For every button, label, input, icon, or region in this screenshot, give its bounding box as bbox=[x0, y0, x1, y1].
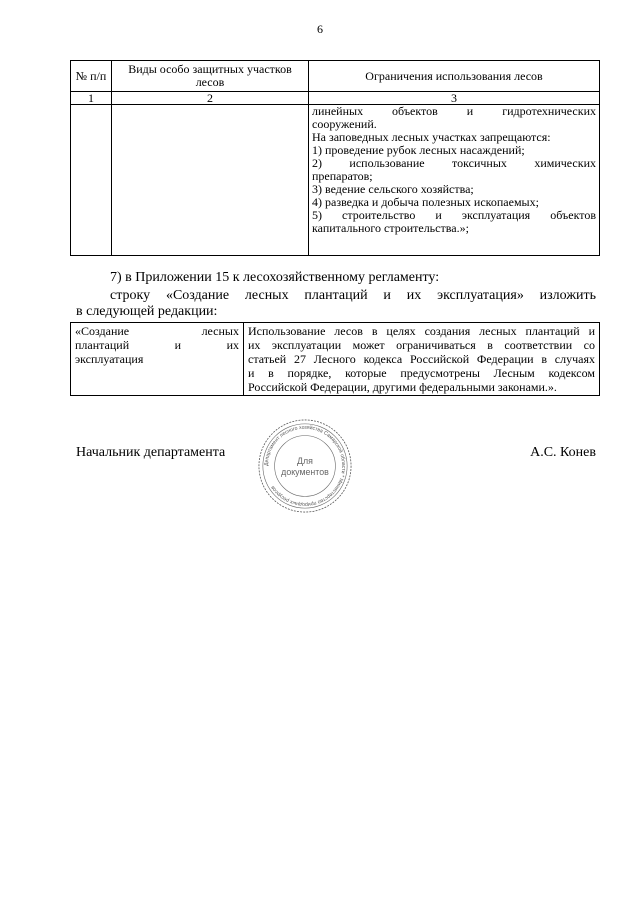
text-line: в следующей редакции: bbox=[76, 304, 218, 319]
text-line: плантаций и их bbox=[75, 338, 239, 352]
table-cell-empty bbox=[71, 105, 112, 256]
text-line: «Создание лесных bbox=[75, 324, 239, 338]
text-line: На заповедных лесных участках запрещаются: bbox=[312, 130, 551, 144]
text-line: 3) ведение сельского хозяйства; bbox=[312, 182, 474, 196]
header-types: Виды особо защитных участков лесов bbox=[112, 61, 309, 92]
restrictions-table bbox=[70, 60, 600, 256]
paragraph-item-7: 7) в Приложении 15 к лесохозяйственному регламенту: bbox=[110, 270, 440, 285]
restrictions-cell bbox=[309, 105, 600, 256]
text-line: и в порядке, которые предусмотрены Лесным кодексом bbox=[248, 366, 595, 380]
header-num: № п/п bbox=[71, 61, 112, 92]
text-line: препаратов; bbox=[312, 169, 373, 183]
table-header-row bbox=[71, 61, 600, 92]
replacement-table bbox=[70, 322, 600, 396]
column-number-row bbox=[71, 92, 600, 105]
row-name-cell bbox=[71, 323, 244, 396]
text-line: строку «Создание лесных плантаций и их эксплуатация» изложить bbox=[110, 288, 596, 303]
page-number: 6 bbox=[317, 22, 323, 36]
text-line: 4) разведка и добыча полезных ископаемых; bbox=[312, 195, 539, 209]
row-description-cell bbox=[244, 323, 600, 396]
text-line: линейных объектов и гидротехнических bbox=[312, 104, 596, 118]
text-line: Российской Федерации, другими федеральными законами.». bbox=[248, 380, 557, 394]
stamp-seal bbox=[256, 417, 354, 515]
stamp-center-text-2: документов bbox=[281, 466, 329, 477]
table-row bbox=[71, 323, 600, 396]
text-line: сооружений. bbox=[312, 117, 377, 131]
text-line: 2) использование токсичных химических bbox=[312, 156, 596, 170]
table-row bbox=[71, 105, 600, 256]
paragraph-instruction bbox=[76, 288, 596, 320]
column-number: 3 bbox=[309, 92, 600, 105]
text-line: статьей 27 Лесного кодекса Российской Федерации в случаях bbox=[248, 352, 595, 366]
column-number: 2 bbox=[112, 92, 309, 105]
text-line: эксплуатация bbox=[75, 352, 144, 366]
signature-name: А.С. Конев bbox=[530, 445, 596, 460]
header-restrictions: Ограничения использования лесов bbox=[309, 61, 600, 92]
stamp-center-text-1: Для bbox=[297, 456, 313, 467]
table-cell-empty bbox=[112, 105, 309, 256]
text-line: 5) строительство и эксплуатация объектов bbox=[312, 208, 596, 222]
text-line: 1) проведение рубок лесных насаждений; bbox=[312, 143, 525, 157]
text-line: капитального строительства.»; bbox=[312, 221, 469, 235]
stamp-ring-text: Департамент лесного хозяйства Самарской области * Министерство природных ресурсов bbox=[263, 424, 347, 508]
text-line: их эксплуатации может ограничиваться в соответствии со bbox=[248, 338, 595, 352]
column-number: 1 bbox=[71, 92, 112, 105]
text-line: Использование лесов в целях создания лесных плантаций и bbox=[248, 324, 595, 338]
signature-title: Начальник департамента bbox=[76, 445, 226, 460]
